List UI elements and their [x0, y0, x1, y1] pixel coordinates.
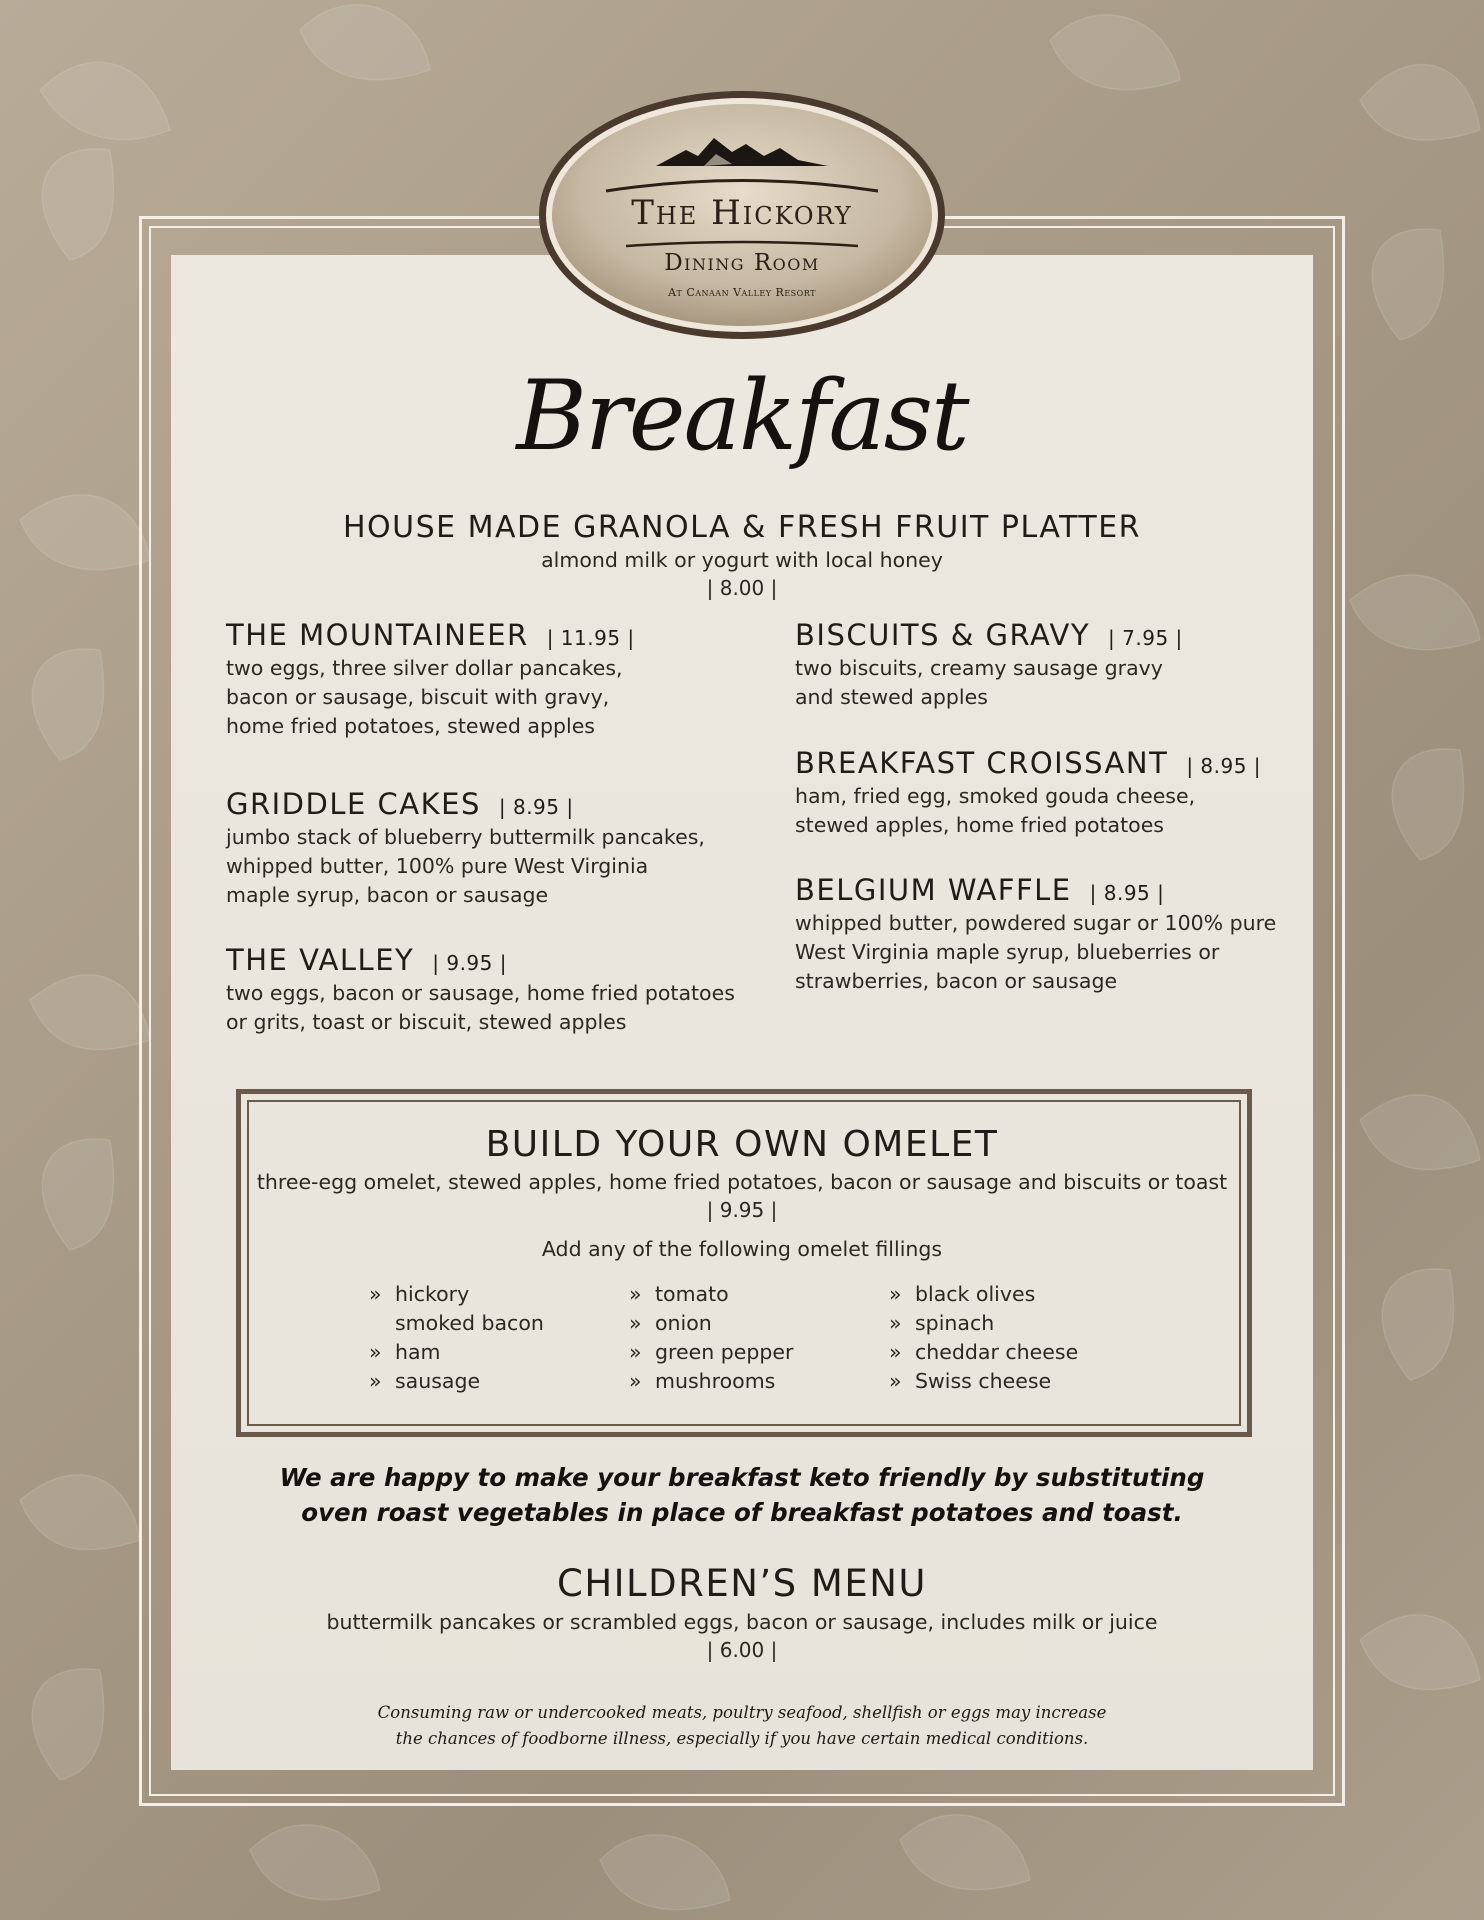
menu-item-breakfast-croissant: [795, 746, 1355, 840]
item-description-line: jumbo stack of blueberry buttermilk pancakes,: [226, 825, 705, 849]
featured-item-name: HOUSE MADE GRANOLA & FRESH FRUIT PLATTER: [342, 510, 1142, 545]
item-price: | 11.95 |: [546, 626, 635, 650]
item-description-line: strawberries, bacon or sausage: [795, 969, 1118, 993]
omelet-description: three-egg omelet, stewed apples, home fried potatoes, bacon or sausage and biscuits or toast: [256, 1170, 1228, 1194]
omelet-price: | 9.95 |: [706, 1198, 778, 1222]
filling-item: » hickory smoked bacon: [369, 1280, 555, 1338]
item-name: BREAKFAST CROISSANT: [795, 746, 1169, 780]
fillings-column-3: [889, 1280, 1099, 1396]
item-description-line: ham, fried egg, smoked gouda cheese,: [795, 784, 1196, 808]
omelet-title: BUILD YOUR OWN OMELET: [485, 1124, 999, 1165]
menu-item-the-valley: [226, 943, 786, 1037]
childrens-menu-price: | 6.00 |: [706, 1638, 778, 1662]
filling-item: » ham: [369, 1338, 579, 1367]
filling-item: » spinach: [889, 1309, 1099, 1338]
filling-item: » tomato: [629, 1280, 839, 1309]
item-description-line: whipped butter, powdered sugar or 100% pure: [795, 911, 1277, 935]
childrens-menu-description: buttermilk pancakes or scrambled eggs, bacon or sausage, includes milk or juice: [326, 1610, 1158, 1634]
hickory-logo: [536, 88, 948, 343]
item-description-line: two biscuits, creamy sausage gravy: [795, 656, 1163, 680]
item-price: | 8.95 |: [1089, 881, 1165, 905]
food-safety-disclaimer: [0, 1700, 1484, 1752]
omelet-fillings-intro: Add any of the following omelet fillings: [541, 1237, 943, 1261]
menu-item-biscuits-gravy: [795, 618, 1355, 712]
item-price: | 8.95 |: [498, 795, 574, 819]
item-price: | 9.95 |: [432, 951, 507, 975]
filling-item: » cheddar cheese: [889, 1338, 1099, 1367]
item-name: GRIDDLE CAKES: [226, 787, 481, 821]
keto-note: [0, 1460, 1484, 1530]
featured-item-description: almond milk or yogurt with local honey: [541, 548, 943, 572]
keto-note-line: oven roast vegetables in place of breakfast potatoes and toast.: [301, 1498, 1183, 1527]
logo-subtitle: Dining Room: [664, 250, 820, 276]
item-description-line: bacon or sausage, biscuit with gravy,: [226, 685, 610, 709]
item-description-line: or grits, toast or biscuit, stewed apples: [226, 1010, 627, 1034]
menu-item-belgium-waffle: [795, 873, 1355, 996]
fillings-column-1: [369, 1280, 579, 1396]
filling-item: » black olives: [889, 1280, 1099, 1309]
item-name: THE VALLEY: [226, 943, 415, 977]
item-description-line: and stewed apples: [795, 685, 988, 709]
menu-item-griddle-cakes: [226, 787, 786, 910]
filling-item: » Swiss cheese: [889, 1367, 1099, 1396]
fillings-column-2: [629, 1280, 839, 1396]
keto-note-line: We are happy to make your breakfast keto friendly by substituting: [279, 1463, 1205, 1492]
filling-item: » onion: [629, 1309, 839, 1338]
page-title: Breakfast: [516, 360, 968, 472]
menu-item-mountaineer: [226, 618, 786, 741]
item-description-line: West Virginia maple syrup, blueberries or: [795, 940, 1220, 964]
featured-item-price: | 8.00 |: [706, 576, 778, 600]
item-description-line: stewed apples, home fried potatoes: [795, 813, 1164, 837]
item-name: THE MOUNTAINEER: [226, 618, 529, 652]
filling-item: » mushrooms: [629, 1367, 839, 1396]
disclaimer-line: Consuming raw or undercooked meats, poultry seafood, shellfish or eggs may increase: [377, 1703, 1107, 1722]
item-description-line: two eggs, three silver dollar pancakes,: [226, 656, 623, 680]
filling-item: » sausage: [369, 1367, 579, 1396]
item-price: | 8.95 |: [1186, 754, 1262, 778]
logo-tagline: At Canaan Valley Resort: [668, 286, 816, 299]
item-description-line: maple syrup, bacon or sausage: [226, 883, 549, 907]
item-description-line: two eggs, bacon or sausage, home fried potatoes: [226, 981, 735, 1005]
disclaimer-line: the chances of foodborne illness, especially if you have certain medical conditions.: [395, 1729, 1089, 1748]
filling-item: » green pepper: [629, 1338, 839, 1367]
logo-name: The Hickory: [631, 193, 853, 233]
childrens-menu-title: CHILDREN’S MENU: [556, 1562, 927, 1605]
item-description-line: home fried potatoes, stewed apples: [226, 714, 595, 738]
item-price: | 7.95 |: [1108, 626, 1183, 650]
item-description-line: whipped butter, 100% pure West Virginia: [226, 854, 649, 878]
item-name: BELGIUM WAFFLE: [795, 873, 1072, 907]
item-name: BISCUITS & GRAVY: [795, 618, 1091, 652]
